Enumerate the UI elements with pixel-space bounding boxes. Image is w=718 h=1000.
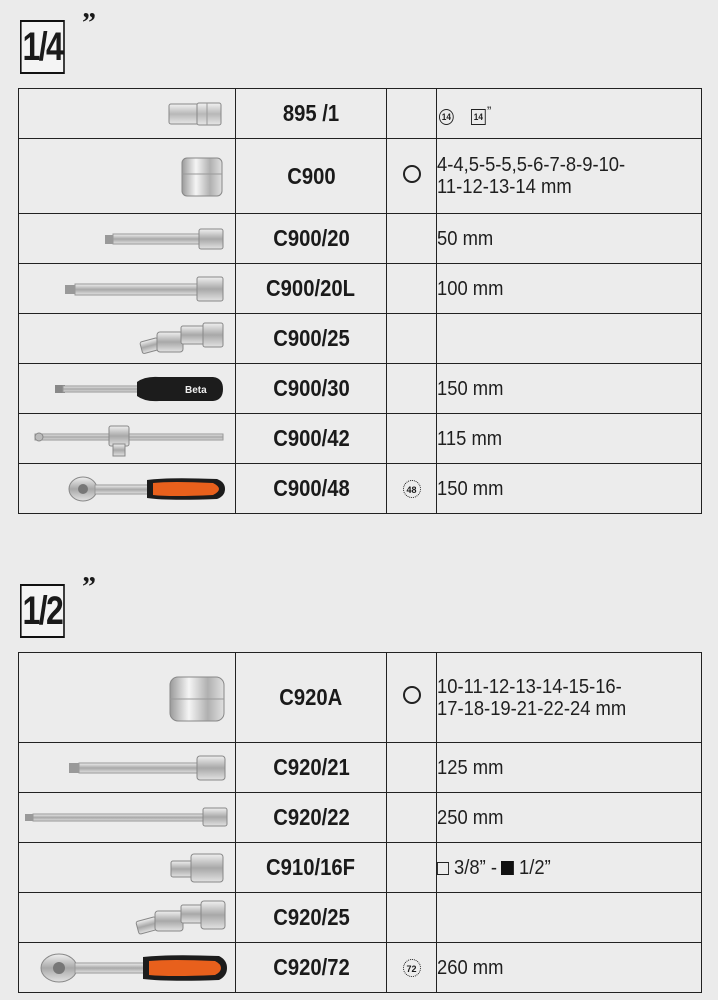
table-row (19, 464, 702, 514)
table-row (19, 793, 702, 843)
inch-mark-half: ” (82, 572, 96, 603)
table-row (19, 943, 702, 993)
extension-bar-long-icon (23, 805, 229, 829)
symbol-cell (387, 943, 437, 993)
universal-joint-icon (139, 320, 225, 358)
size-circle-icon: 14 (439, 109, 454, 125)
tool-image-socket (19, 139, 236, 214)
symbol-cell (387, 214, 437, 264)
tool-image-extension-short (19, 214, 236, 264)
universal-joint-icon (135, 899, 227, 937)
tool-image-extension-long (19, 264, 236, 314)
symbol-cell (387, 893, 437, 943)
tool-image-adapter (19, 843, 236, 893)
table-row (19, 264, 702, 314)
description (437, 893, 702, 943)
tool-image-ratchet (19, 464, 236, 514)
ratchet-teeth-icon: 48 (403, 480, 421, 498)
table-row (19, 743, 702, 793)
ratchet-teeth-icon: 72 (403, 959, 421, 977)
adapter-icon (169, 851, 227, 885)
product-code: C920/22 (236, 793, 387, 843)
extension-bar-long-icon (63, 274, 225, 304)
square-drive-outline-icon (437, 862, 449, 875)
product-code: C900/30 (236, 364, 387, 414)
symbol-cell (387, 414, 437, 464)
description: 10-11-12-13-14-15-16- 17-18-19-21-22-24 mm (437, 653, 702, 743)
symbol-cell (387, 364, 437, 414)
symbol-cell (387, 89, 437, 139)
hex-socket-icon (403, 686, 421, 704)
tool-image-extension-125 (19, 743, 236, 793)
symbol-cell (387, 843, 437, 893)
description: 100 mm (437, 264, 702, 314)
product-code: C900/20 (236, 214, 387, 264)
description: 150 mm (437, 464, 702, 514)
table-row (19, 653, 702, 743)
socket-large-icon (167, 673, 227, 725)
square-drive-filled-icon (501, 861, 514, 875)
table-row (19, 214, 702, 264)
quarter-inch-table (18, 88, 702, 514)
symbol-cell (387, 264, 437, 314)
ratchet-icon (39, 951, 229, 985)
symbol-cell (387, 653, 437, 743)
tool-image-universal-joint (19, 314, 236, 364)
product-code: C900/48 (236, 464, 387, 514)
symbol-cell (387, 464, 437, 514)
symbol-cell (387, 793, 437, 843)
table-row (19, 414, 702, 464)
sliding-t-bar-icon (33, 422, 227, 458)
extension-bar-icon (103, 226, 225, 252)
description: 250 mm (437, 793, 702, 843)
table-row (19, 843, 702, 893)
product-code: C900/25 (236, 314, 387, 364)
half-inch-table (18, 652, 702, 993)
product-code: C920/21 (236, 743, 387, 793)
tool-image-ratchet-half (19, 943, 236, 993)
product-code: 895 /1 (236, 89, 387, 139)
description: 50 mm (437, 214, 702, 264)
table-row (19, 89, 702, 139)
product-code: C900/42 (236, 414, 387, 464)
description: 150 mm (437, 364, 702, 414)
description: 14 14 ” (437, 89, 702, 139)
product-code: C900/20L (236, 264, 387, 314)
description (437, 314, 702, 364)
product-code: C900 (236, 139, 387, 214)
section-badge-quarter: 1/4 (20, 20, 65, 74)
product-code: C910/16F (236, 843, 387, 893)
size-square-icon: 14 (471, 109, 486, 125)
table-row (19, 364, 702, 414)
tool-image-extension-250 (19, 793, 236, 843)
hex-socket-icon (403, 165, 421, 183)
tool-image-sliding-t-bar (19, 414, 236, 464)
product-code: C920/72 (236, 943, 387, 993)
description: 4-4,5-5-5,5-6-7-8-9-10- 11-12-13-14 mm (437, 139, 702, 214)
description: 3/8” -1/2” (437, 843, 702, 893)
inch-mark-quarter: ” (82, 8, 96, 39)
tool-image-spinner-handle (19, 364, 236, 414)
product-code: C920/25 (236, 893, 387, 943)
section-badge-half: 1/2 (20, 584, 65, 638)
tool-image-bit-holder (19, 89, 236, 139)
symbol-cell (387, 139, 437, 214)
spinner-handle-icon (53, 374, 225, 404)
description: 115 mm (437, 414, 702, 464)
socket-icon (179, 154, 225, 200)
description: 260 mm (437, 943, 702, 993)
ratchet-icon (67, 474, 227, 504)
beta-logo: Beta (185, 385, 207, 396)
symbol-cell (387, 743, 437, 793)
symbol-cell (387, 314, 437, 364)
table-row (19, 139, 702, 214)
tool-image-universal-joint-half (19, 893, 236, 943)
bit-holder-socket-icon (167, 101, 223, 127)
product-code: C920A (236, 653, 387, 743)
description: 125 mm (437, 743, 702, 793)
table-row (19, 314, 702, 364)
extension-bar-icon (67, 753, 227, 783)
table-row (19, 893, 702, 943)
tool-image-socket-large (19, 653, 236, 743)
